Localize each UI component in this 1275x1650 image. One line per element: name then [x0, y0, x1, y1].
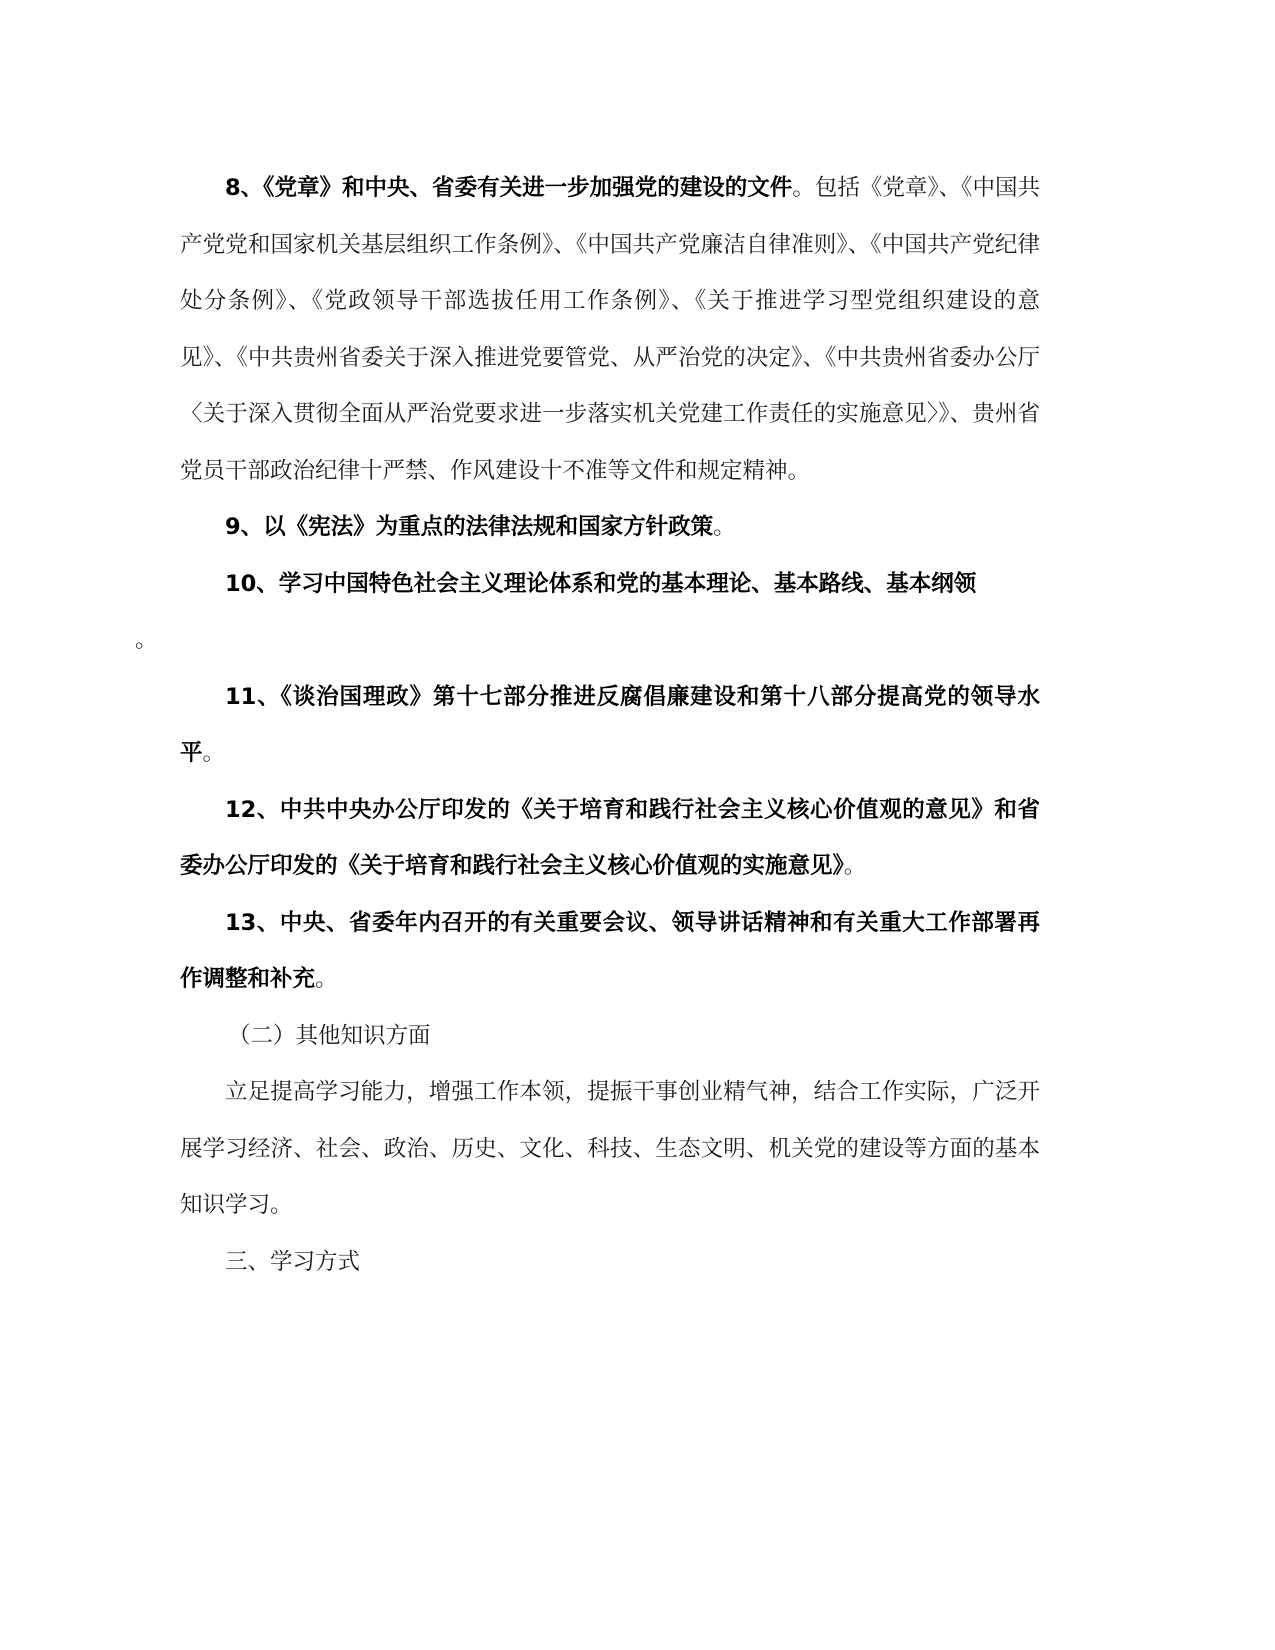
- item-13-end: 。: [315, 966, 338, 992]
- section-two-heading: （二）其他知识方面: [228, 1022, 431, 1049]
- item-8-text: 。包括《党章》、《中国共产党党和国家机关基层组织工作条例》、《中国共产党廉洁自律准则》、《中国共产党纪律处分条例》、《党政领导干部选拔任用工作条例》、《关于推进学习型党组织建设的意见》、《中共贵州省委关于深入推进党要管党、从严治党的决定》、《中共贵州省委办公厅〈关于深入贯彻全面从严治党要求进一步落实机关党建工作责任的实施意见〉》、贵州省党员干部政治纪律十严禁、作风建设十不准等文件和规定精神。: [180, 175, 1040, 484]
- item-12: [180, 782, 1040, 895]
- item-13-title: 13、中央、省委年内召开的有关重要会议、领导讲话精神和有关重大工作部署再作调整和补充: [180, 909, 1040, 992]
- item-13: [180, 895, 1040, 1008]
- document-body: [135, 160, 1040, 1290]
- item-9-end: 。: [713, 514, 736, 540]
- item-11: [180, 669, 1040, 782]
- item-9-title: 9、以《宪法》为重点的法律法规和国家方针政策: [225, 514, 714, 540]
- item-10-title: 10、学习中国特色社会主义理论体系和党的基本理论、基本路线、基本纲领: [225, 570, 977, 597]
- section-three-heading: 三、学习方式: [225, 1248, 361, 1275]
- item-10-end: 。: [135, 627, 158, 653]
- item-11-end: 。: [202, 740, 226, 766]
- item-11-title: 11、《谈治国理政》第十七部分推进反腐倡廉建设和第十八部分提高党的领导水平: [180, 683, 1040, 766]
- section-two-text: 立足提高学习能力，增强工作本领，提振干事创业精气神，结合工作实际，广泛开展学习经济、社会、政治、历史、文化、科技、生态文明、机关党的建设等方面的基本知识学习。: [180, 1079, 1040, 1218]
- item-10: [135, 556, 1040, 669]
- item-12-end: 。: [843, 853, 867, 879]
- item-9: [180, 499, 1040, 556]
- item-8-title: 8、《党章》和中央、省委有关进一步加强党的建设的文件: [225, 175, 793, 201]
- item-8: [180, 160, 1040, 499]
- item-12-title: 12、中共中央办公厅印发的《关于培育和践行社会主义核心价值观的意见》和省委办公厅印发的《关于培育和践行社会主义核心价值观的实施意见》: [180, 796, 1040, 879]
